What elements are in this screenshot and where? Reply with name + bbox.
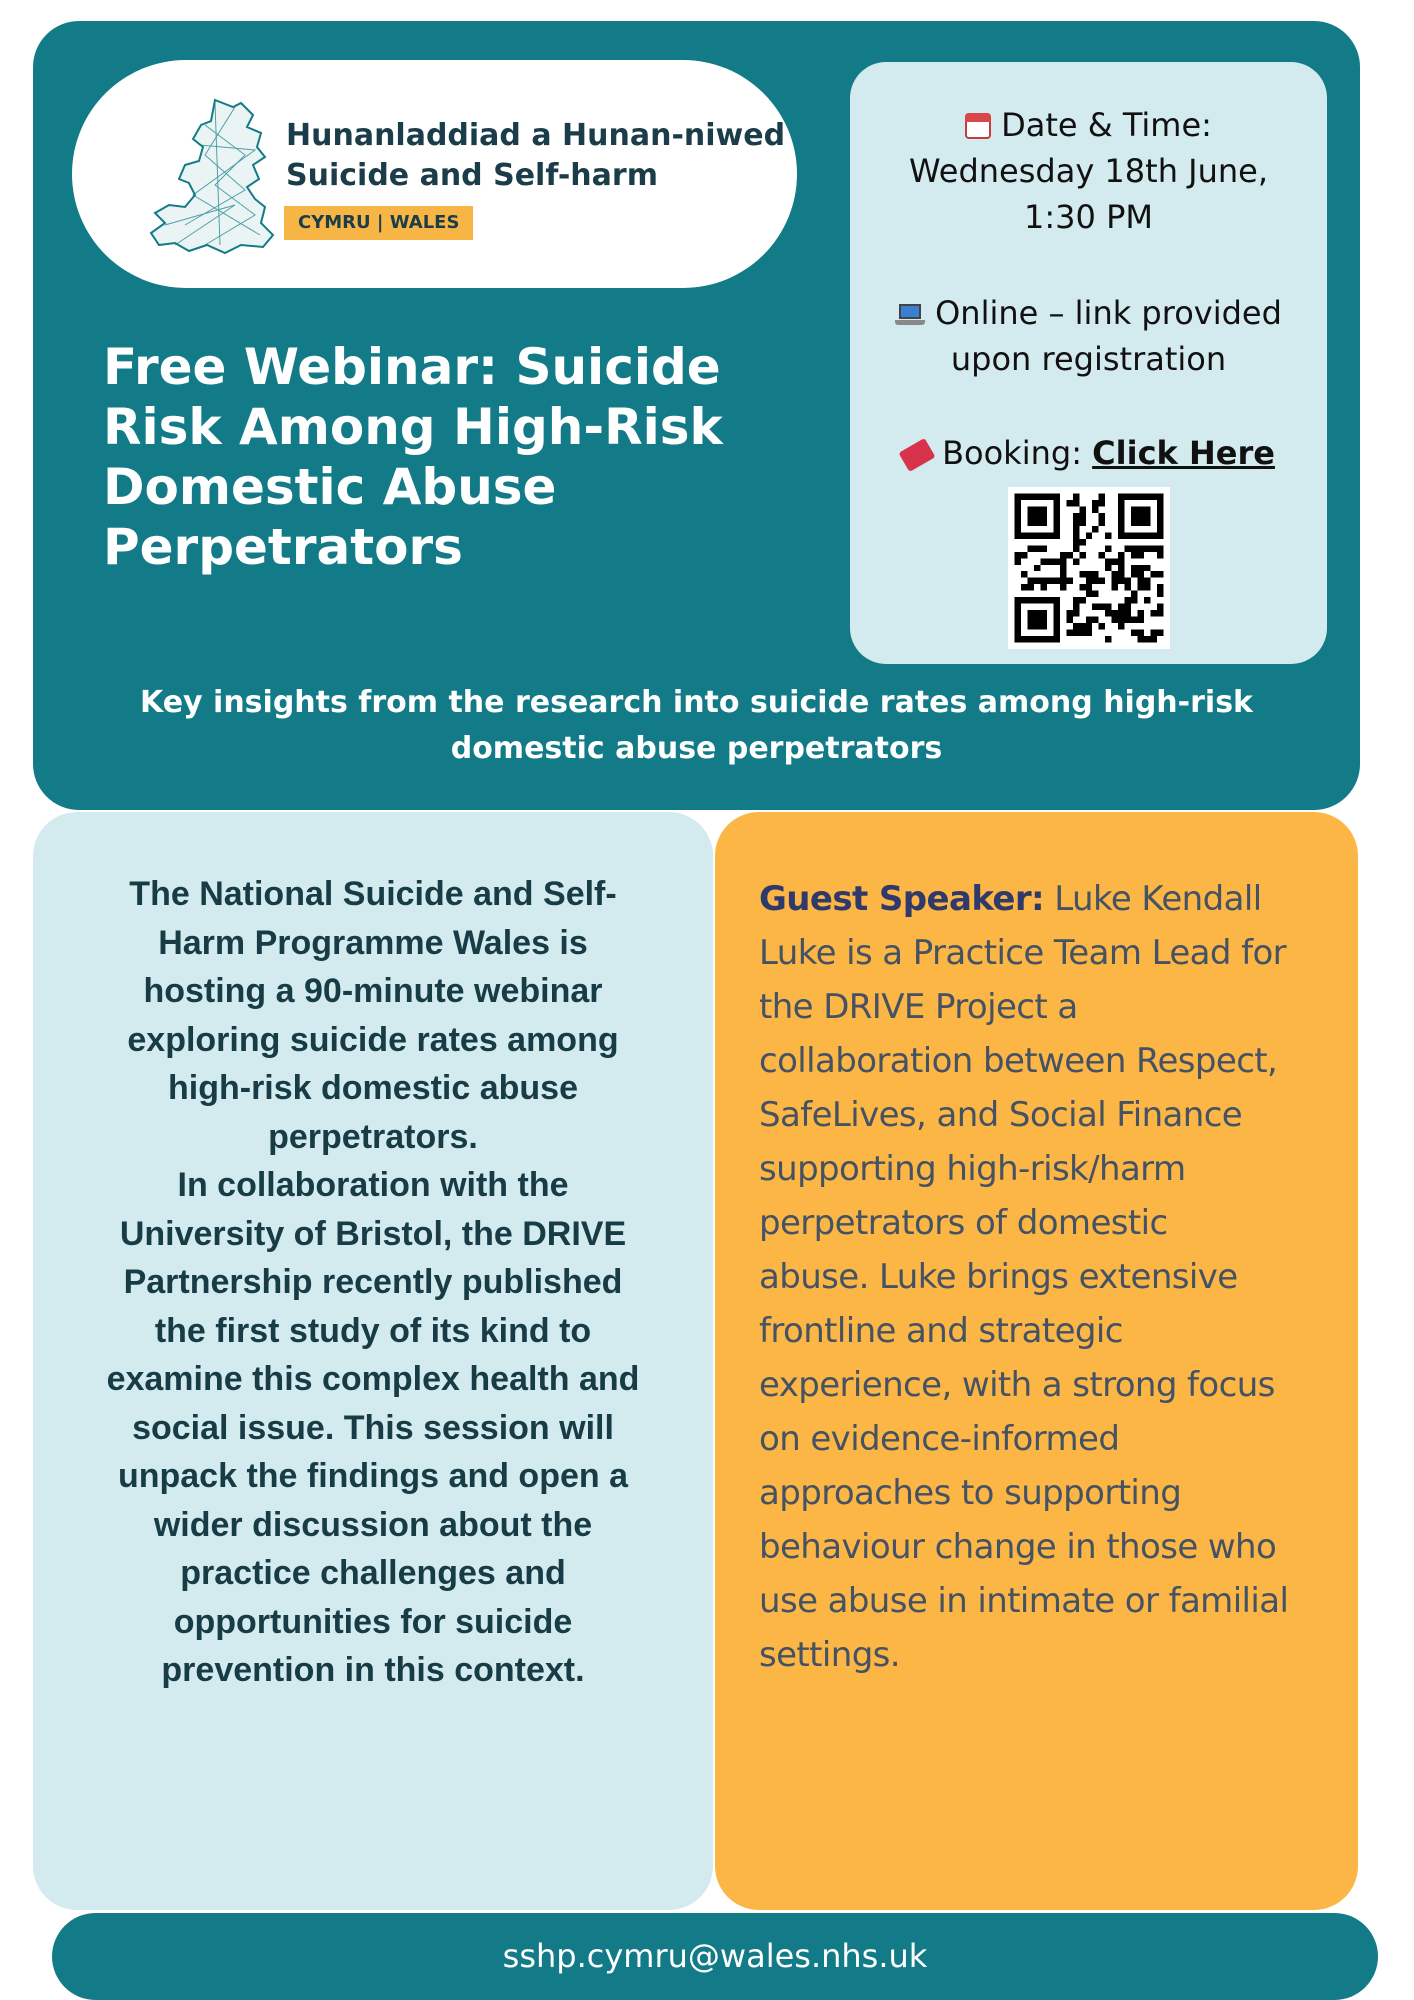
ticket-icon [899, 438, 936, 472]
guest-speaker-panel [715, 812, 1358, 1910]
description-line: high-risk domestic abuse [168, 1069, 578, 1107]
description-line: examine this complex health and [106, 1360, 640, 1398]
page-title: Free Webinar: Suicide Risk Among High-Risk Domestic Abuse Perpetrators [103, 338, 723, 576]
booking [850, 430, 1327, 476]
description-line: wider discussion about the [153, 1505, 593, 1544]
subtitle [120, 680, 1273, 772]
webinar-description [73, 870, 673, 1695]
bio-line: Luke is a Practice Team Lead for [759, 933, 1287, 973]
description-line: prevention in this context. [161, 1651, 585, 1689]
description-line: the first study of its kind to [154, 1311, 592, 1350]
logo [72, 60, 797, 288]
online-line-2: upon registration [950, 340, 1227, 378]
bio-line: on evidence-informed [759, 1419, 1120, 1459]
description-line: The National Suicide and Self- [129, 875, 617, 913]
bio-line: SafeLives, and Social Finance [759, 1095, 1243, 1135]
description-line: exploring suicide rates among [127, 1020, 619, 1059]
bio-line: experience, with a strong focus [759, 1365, 1275, 1405]
description-line: hosting a 90-minute webinar [143, 972, 603, 1010]
logo-badge: CYMRU | WALES [284, 206, 473, 240]
description-line: perpetrators. [268, 1117, 478, 1156]
online-info [850, 290, 1327, 382]
contact-email[interactable]: sshp.cymru@wales.nhs.uk [502, 1937, 928, 1975]
bio-line: frontline and strategic [759, 1311, 1123, 1351]
subtitle-line-2: domestic abuse perpetrators [450, 731, 943, 766]
description-line: opportunities for suicide [173, 1602, 573, 1641]
bio-line: collaboration between Respect, [759, 1041, 1278, 1081]
wales-map-icon [145, 95, 305, 260]
logo-title-welsh: Hunanladdiad a Hunan-niwed [286, 118, 786, 153]
description-line: unpack the findings and open a [117, 1457, 629, 1495]
webinar-description-panel [33, 812, 713, 1910]
qr-code[interactable] [1008, 487, 1170, 649]
bio-line: perpetrators of domestic [759, 1203, 1168, 1243]
booking-label: Booking: [942, 434, 1093, 472]
description-line: In collaboration with the [177, 1166, 569, 1204]
time-value: 1:30 PM [1024, 198, 1153, 236]
online-line-1: Online – link provided [935, 294, 1282, 332]
bio-line: abuse. Luke brings extensive [759, 1257, 1238, 1297]
subtitle-line-1: Key insights from the research into suicide rates among high-risk [139, 685, 1254, 720]
logo-title-english: Suicide and Self-harm [286, 158, 658, 193]
description-line: Harm Programme Wales is [158, 923, 588, 962]
booking-link[interactable]: Click Here [1092, 434, 1275, 472]
speaker-label: Guest Speaker: [759, 879, 1045, 919]
event-details [850, 62, 1327, 664]
date-label: Date & Time: [1001, 106, 1212, 144]
bio-line: use abuse in intimate or familial [759, 1581, 1289, 1621]
date-value: Wednesday 18th June, [908, 152, 1268, 190]
description-line: University of Bristol, the DRIVE [119, 1214, 627, 1253]
bio-line: approaches to supporting [759, 1473, 1182, 1513]
bio-line: supporting high-risk/harm [759, 1149, 1186, 1189]
date-time [850, 102, 1327, 240]
bio-line: behaviour change in those who [759, 1527, 1277, 1567]
calendar-icon [965, 113, 991, 139]
description-line: practice challenges and [180, 1554, 566, 1592]
bio-line: settings. [759, 1635, 900, 1675]
speaker-name: Luke Kendall [1044, 879, 1262, 919]
footer [52, 1913, 1378, 2000]
laptop-icon [895, 304, 925, 326]
bio-line: the DRIVE Project a [759, 987, 1078, 1027]
description-line: social issue. This session will [132, 1408, 614, 1447]
guest-speaker-bio [759, 872, 1339, 1682]
description-line: Partnership recently published [123, 1263, 623, 1301]
